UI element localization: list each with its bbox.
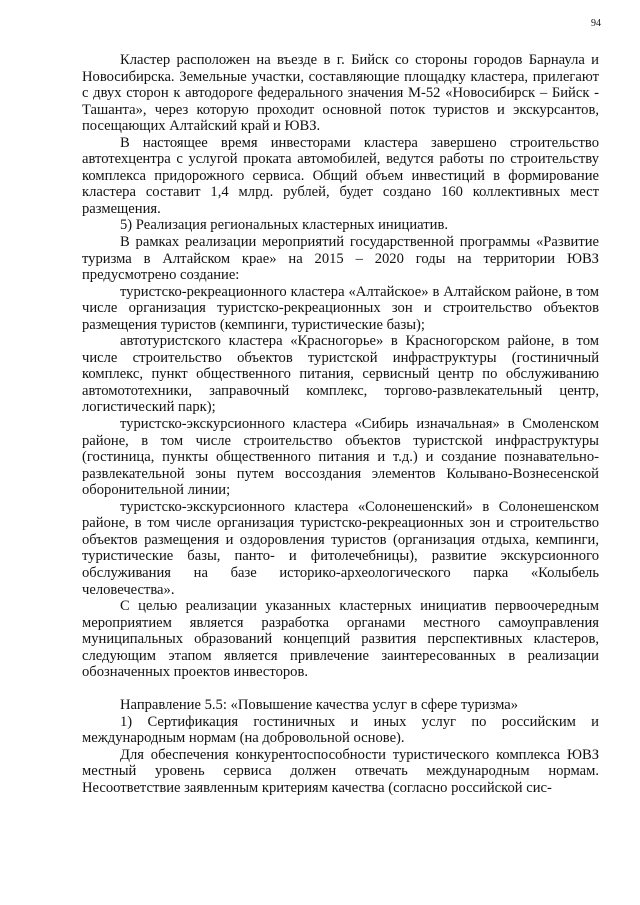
paragraph-cluster-altaiskoe: туристско-рекреационного кластера «Алтайское» в Алтайском районе, в том числе организация туристско-рекреационных зон и строительство объектов размещения туристов (кемпинги, туристические базы); xyxy=(82,283,599,333)
paragraph-priority-measures: С целью реализации указанных кластерных инициатив первоочередным мероприятием является разработка органами местного самоуправления муниципальных образований концепций развития перспективных кластеров, следующим этапом является привлечение заинтересованных в реализации обозначенных проектов инвесторов. xyxy=(82,598,599,681)
paragraph-cluster-krasnogorye: автотуристского кластера «Красногорье» в Красногорском районе, в том числе строительство объектов туристской инфраструктуры (гостиничный комплекс, пункт общественного питания, сервисный центр по обслуживанию автомототехники, заправочный комплекс, торгово-развлекательный центр, логистический парк); xyxy=(82,333,599,416)
paragraph-competitiveness: Для обеспечения конкурентоспособности туристического комплекса ЮВЗ местный уровень сервиса должен отвечать международным нормам. Несоответствие заявленным критериям качества (согласно российской сис- xyxy=(82,746,599,797)
paragraph-state-program: В рамках реализации мероприятий государственной программы «Развитие туризма в Алтайском крае» на 2015 – 2020 годы на территории ЮВЗ предусмотрено создание: xyxy=(82,234,599,284)
paragraph-cluster-soloneshenskiy: туристско-экскурсионного кластера «Солонешенский» в Солонешенском районе, в том числе организация туристско-рекреационных зон и строительство объектов размещения и оздоровления туристов (организация отдыха, кемпинги, туристические базы, панто- и фитолечебницы), развитие экскурсионного обслуживания на базе историко-археологического парка «Колыбель человечества». xyxy=(82,498,599,598)
paragraph-certification: 1) Сертификация гостиничных и иных услуг по российским и международным нормам (на добровольной основе). xyxy=(82,713,599,747)
section-heading: Направление 5.5: «Повышение качества услуг в сфере туризма» xyxy=(120,697,519,714)
page-number: 94 xyxy=(591,18,601,29)
document-body xyxy=(82,52,599,797)
paragraph-regional-initiatives: 5) Реализация региональных кластерных инициатив. xyxy=(120,217,449,234)
paragraph-investors-progress: В настоящее время инвесторами кластера завершено строительство автотехцентра с услугой проката автомобилей, ведутся работы по строительству комплекса придорожного сервиса. Общий объем инвестиций в формирование кластера составит 1,4 млрд. рублей, будет создано 160 коллективных мест размещения. xyxy=(82,134,599,217)
paragraph-cluster-location: Кластер расположен на въезде в г. Бийск со стороны городов Барнаула и Новосибирска. Земельные участки, составляющие площадку кластера, прилегают с двух сторон к автодороге федерального значения М-52 «Новосибирск – Бийск - Ташанта», через которую проходит основной поток туристов и экскурсантов, посещающих Алтайский край и ЮВЗ. xyxy=(82,52,599,135)
paragraph-cluster-sibir: туристско-экскурсионного кластера «Сибирь изначальная» в Смоленском районе, в том числе строительство объектов туристской инфраструктуры (гостиница, пункты общественного питания и т.д.) и создание познавательно-развлекательной зоны путем воссоздания элементов Колывано-Вознесенской оборонительной линии; xyxy=(82,416,599,499)
